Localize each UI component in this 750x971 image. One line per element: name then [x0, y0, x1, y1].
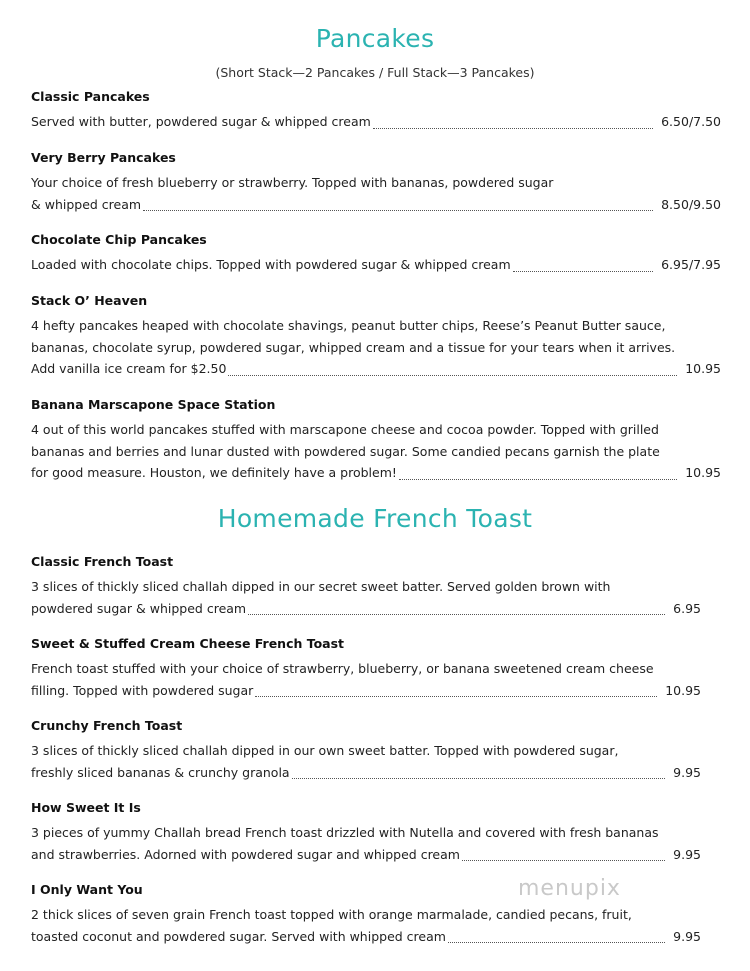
item-description: powdered sugar & whipped cream [31, 600, 247, 616]
item-description: & whipped cream [31, 196, 142, 212]
item-description: and strawberries. Adorned with powdered sugar and whipped cream [31, 846, 460, 862]
dot-leader [373, 119, 653, 129]
item-description: filling. Topped with powdered sugar [31, 682, 254, 698]
item-price-line [31, 598, 701, 620]
menu-item [31, 718, 701, 783]
item-description: 3 pieces of yummy Challah bread French toast drizzled with Nutella and covered with fresh bananas [31, 825, 659, 840]
item-price: 10.95 [685, 465, 721, 480]
item-price: 6.95/7.95 [661, 257, 721, 272]
item-price: 10.95 [665, 682, 701, 698]
menu-item [31, 554, 701, 619]
french-toast-heading: Homemade French Toast [217, 504, 533, 533]
item-price-line [31, 254, 721, 276]
dot-leader [462, 851, 665, 861]
item-description: bananas and berries and lunar dusted with powdered sugar. Some candied pecans garnish the plate [31, 443, 660, 459]
item-name: Classic French Toast [31, 554, 174, 569]
dot-leader [399, 470, 677, 480]
item-name: Very Berry Pancakes [31, 150, 176, 165]
item-name: How Sweet It Is [31, 800, 141, 815]
item-price: 9.95 [673, 846, 701, 862]
item-price-line [31, 926, 701, 948]
item-description: 4 hefty pancakes heaped with chocolate shavings, peanut butter chips, Reese’s Peanut Butter sauce, [31, 318, 666, 333]
dot-leader [228, 366, 677, 376]
item-name: Stack O’ Heaven [31, 293, 148, 308]
item-name: I Only Want You [31, 882, 143, 897]
item-price-line [31, 680, 701, 702]
item-description: toasted coconut and powdered sugar. Served with whipped cream [31, 928, 446, 944]
item-price: 9.95 [673, 764, 701, 780]
item-name: Banana Marscapone Space Station [31, 397, 276, 412]
pancakes-heading: Pancakes [315, 24, 435, 53]
item-description: 2 thick slices of seven grain French toast topped with orange marmalade, candied pecans, fruit, [31, 907, 632, 922]
item-price-line [31, 762, 701, 784]
item-price-line [31, 111, 721, 133]
item-description: 4 out of this world pancakes stuffed with marscapone cheese and cocoa powder. Topped with grilled [31, 422, 659, 437]
item-price: 8.50/9.50 [661, 196, 721, 212]
dot-leader [448, 933, 665, 943]
dot-leader [248, 605, 665, 615]
dot-leader [143, 201, 653, 211]
watermark: menupix [518, 876, 621, 901]
item-description: French toast stuffed with your choice of strawberry, blueberry, or banana sweetened cream cheese [31, 661, 654, 676]
item-description: Add vanilla ice cream for $2.50 [31, 361, 227, 376]
item-price: 9.95 [673, 928, 701, 944]
menu-item [31, 150, 721, 215]
item-price-line [31, 462, 721, 484]
item-price-line [31, 358, 721, 380]
item-description: bananas, chocolate syrup, powdered sugar, whipped cream and a tissue for your tears when it arrives. [31, 339, 676, 355]
item-description: Served with butter, powdered sugar & whipped cream [31, 114, 371, 129]
item-name: Sweet & Stuffed Cream Cheese French Toast [31, 636, 345, 651]
menu-item [31, 800, 701, 865]
menu-item [31, 636, 701, 701]
menu-item [31, 397, 721, 484]
item-price: 6.50/7.50 [661, 114, 721, 129]
item-price-line [31, 194, 721, 216]
pancakes-subtitle: (Short Stack—2 Pancakes / Full Stack—3 Pancakes) [215, 65, 535, 80]
menu-item [31, 293, 721, 380]
item-description: Your choice of fresh blueberry or strawberry. Topped with bananas, powdered sugar [31, 175, 554, 190]
item-description: 3 slices of thickly sliced challah dipped in our secret sweet batter. Served golden brown with [31, 579, 611, 594]
item-name: Crunchy French Toast [31, 718, 183, 733]
item-description: Loaded with chocolate chips. Topped with powdered sugar & whipped cream [31, 257, 511, 272]
menu-item [31, 89, 721, 133]
item-description: freshly sliced bananas & crunchy granola [31, 764, 290, 780]
item-description: 3 slices of thickly sliced challah dipped in our own sweet batter. Topped with powdered sugar, [31, 743, 619, 758]
item-price: 10.95 [685, 361, 721, 376]
dot-leader [513, 262, 653, 272]
item-price: 6.95 [673, 600, 701, 616]
dot-leader [255, 687, 657, 697]
item-price-line [31, 844, 701, 866]
item-name: Chocolate Chip Pancakes [31, 232, 207, 247]
menu-item [31, 232, 721, 276]
item-description: for good measure. Houston, we definitely have a problem! [31, 465, 397, 480]
dot-leader [292, 769, 666, 779]
item-name: Classic Pancakes [31, 89, 150, 104]
